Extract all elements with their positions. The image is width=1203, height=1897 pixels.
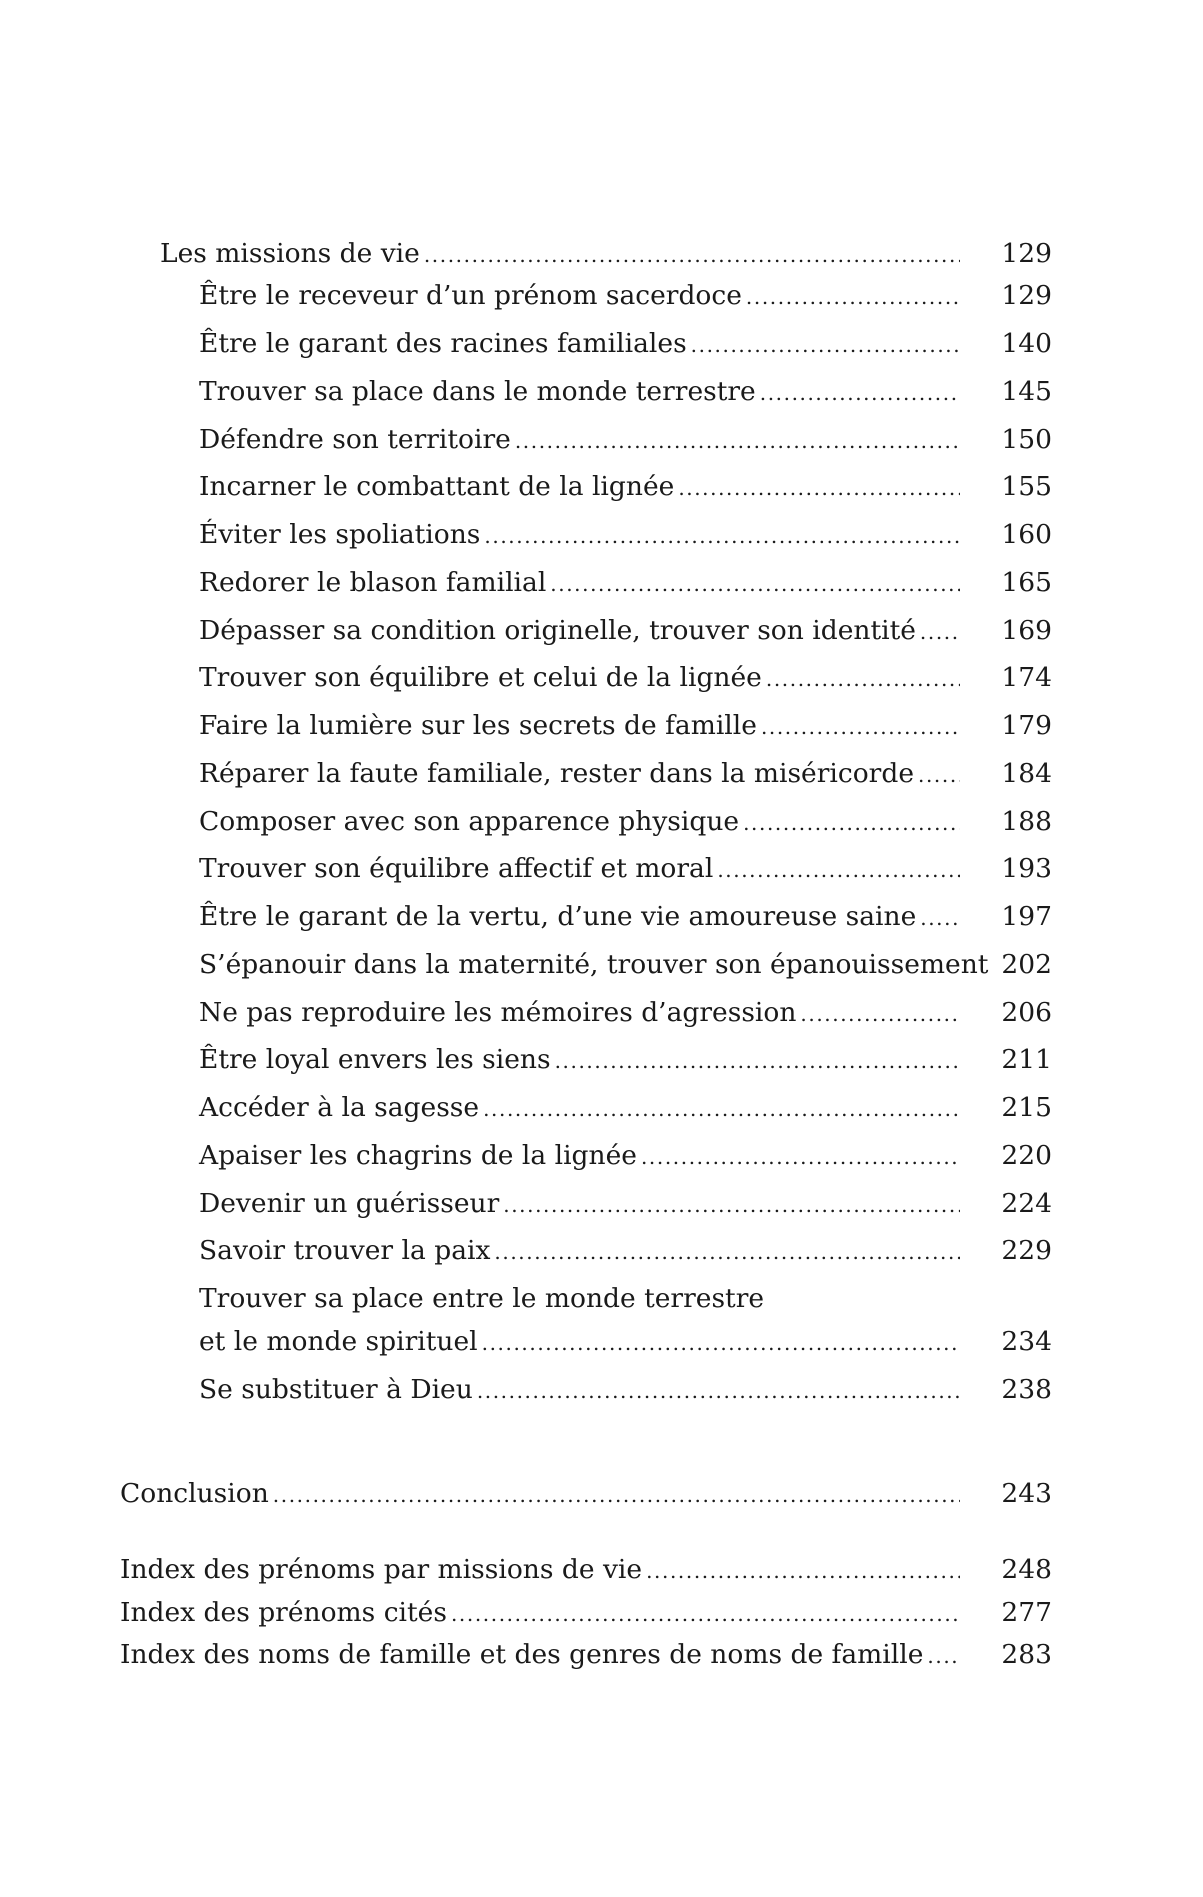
dot-leader	[555, 1044, 960, 1078]
dot-leader	[918, 758, 960, 792]
toc-entry[interactable]	[199, 1091, 1052, 1126]
toc-entry-label: Redorer le blason familial	[199, 567, 547, 598]
dot-leader	[641, 1140, 960, 1174]
toc-entry-label: Être le garant de la vertu, d’une vie amoureuse saine	[199, 901, 917, 932]
toc-entry-page: 197	[1001, 901, 1052, 932]
dot-leader	[550, 567, 960, 601]
toc-entry-label: Dépasser sa condition originelle, trouver son identité	[199, 615, 916, 646]
toc-entry[interactable]	[199, 1139, 1052, 1174]
toc-entry[interactable]	[199, 470, 1052, 505]
toc-entry[interactable]	[199, 805, 1052, 840]
toc-entry-page: 160	[1001, 519, 1052, 550]
toc-entry-label: Éviter les spoliations	[199, 519, 481, 550]
toc-entry-label: Apaiser les chagrins de la lignée	[199, 1140, 637, 1171]
toc-entry-page: 140	[1001, 328, 1052, 359]
toc-entry[interactable]	[199, 948, 1052, 983]
toc-entry-page: 165	[1001, 567, 1052, 598]
toc-entry-label: Savoir trouver la paix	[199, 1235, 491, 1266]
toc-entry-label: Incarner le combattant de la lignée	[199, 471, 675, 502]
toc-entry-label: Réparer la faute familiale, rester dans la miséricorde	[199, 758, 914, 789]
toc-entry[interactable]	[199, 423, 1052, 458]
toc-entry-page: 129	[1001, 238, 1052, 269]
dot-leader	[760, 376, 960, 410]
dot-leader	[477, 1374, 960, 1408]
toc-entry-label: Index des noms de famille et des genres de noms de famille	[120, 1639, 924, 1670]
dot-leader	[766, 662, 960, 696]
dot-leader	[920, 901, 960, 935]
dot-leader	[482, 1326, 960, 1360]
toc-entry-page: 220	[1001, 1140, 1052, 1171]
toc-entry[interactable]	[199, 709, 1052, 744]
toc-entry-page: 169	[1001, 615, 1052, 646]
toc-entry-index[interactable]	[120, 1596, 1052, 1631]
dot-leader	[646, 1554, 960, 1588]
toc-entry[interactable]	[199, 375, 1052, 410]
toc-entry[interactable]	[199, 661, 1052, 696]
toc-entry-label: Conclusion	[120, 1478, 269, 1509]
toc-entry-page: 238	[1001, 1374, 1052, 1405]
dot-leader	[503, 1188, 960, 1222]
toc-entry-page: 248	[1001, 1554, 1052, 1585]
toc-entry-label: Trouver son équilibre et celui de la lignée	[199, 662, 762, 693]
toc-entry-page: 277	[1001, 1597, 1052, 1628]
dot-leader	[800, 997, 960, 1031]
toc-entry[interactable]	[199, 1187, 1052, 1222]
toc-entry-multiline-first[interactable]	[199, 1282, 960, 1316]
toc-entry-page: 206	[1001, 997, 1052, 1028]
toc-entry-page: 234	[1001, 1326, 1052, 1357]
toc-entry[interactable]	[199, 900, 1052, 935]
toc-entry-label: Composer avec son apparence physique	[199, 806, 740, 837]
toc-entry[interactable]	[199, 996, 1052, 1031]
dot-leader	[273, 1478, 960, 1512]
toc-entry-label: Être le garant des racines familiales	[199, 328, 687, 359]
toc-entry-page: 155	[1001, 471, 1052, 502]
toc-entry-page: 145	[1001, 376, 1052, 407]
dot-leader	[483, 1092, 960, 1126]
toc-entry-page: 224	[1001, 1188, 1052, 1219]
toc-entry-label: Index des prénoms par missions de vie	[120, 1554, 643, 1585]
toc-entry-label: Devenir un guérisseur	[199, 1188, 500, 1219]
dot-leader	[927, 1639, 960, 1673]
toc-entry-label-line2: et le monde spirituel	[199, 1326, 478, 1357]
toc-entry-page: 211	[1001, 1044, 1052, 1075]
toc-entry-label: Ne pas reproduire les mémoires d’agression	[199, 997, 797, 1028]
dot-leader	[451, 1597, 960, 1631]
dot-leader	[746, 280, 960, 314]
dot-leader	[424, 238, 960, 272]
toc-entry-page: 184	[1001, 758, 1052, 789]
toc-entry[interactable]	[199, 614, 1052, 649]
toc-entry-label: Être loyal envers les siens	[199, 1044, 551, 1075]
toc-entry-page: 243	[1001, 1478, 1052, 1509]
toc-entry-label: Être le receveur d’un prénom sacerdoce	[199, 280, 742, 311]
toc-entry-multiline-second[interactable]	[199, 1325, 1052, 1360]
toc-entry-label: Se substituer à Dieu	[199, 1374, 473, 1405]
toc-entry-conclusion[interactable]	[120, 1477, 1052, 1512]
dot-leader	[743, 806, 960, 840]
toc-entry-section[interactable]	[160, 237, 1052, 272]
toc-entry-label: Défendre son territoire	[199, 424, 511, 455]
toc-entry-label-line1: Trouver sa place entre le monde terrestre	[199, 1283, 765, 1314]
toc-entry[interactable]	[199, 279, 1052, 314]
toc-entry[interactable]	[199, 327, 1052, 362]
toc-entry-label: S’épanouir dans la maternité, trouver son épanouissement	[199, 949, 989, 980]
toc-entry-page: 202	[1001, 949, 1052, 980]
dot-leader	[717, 853, 960, 887]
toc-entry[interactable]	[199, 852, 1052, 887]
toc-entry-page: 283	[1001, 1639, 1052, 1670]
toc-entry-label: Faire la lumière sur les secrets de famille	[199, 710, 757, 741]
toc-entry-label: Index des prénoms cités	[120, 1597, 447, 1628]
dot-leader	[678, 471, 960, 505]
toc-entry[interactable]	[199, 1234, 1052, 1269]
toc-entry-page: 129	[1001, 280, 1052, 311]
toc-entry[interactable]	[199, 1043, 1052, 1078]
dot-leader	[494, 1235, 960, 1269]
dot-leader	[920, 615, 960, 649]
toc-entry-page: 174	[1001, 662, 1052, 693]
toc-entry-label: Accéder à la sagesse	[199, 1092, 480, 1123]
toc-entry-page: 179	[1001, 710, 1052, 741]
toc-entry-page: 215	[1001, 1092, 1052, 1123]
toc-entry-label: Les missions de vie	[160, 238, 420, 269]
dot-leader	[515, 424, 960, 458]
dot-leader	[484, 519, 960, 553]
toc-entry[interactable]	[199, 1373, 1052, 1408]
toc-entry-index[interactable]	[120, 1553, 1052, 1588]
dot-leader	[691, 328, 960, 362]
dot-leader	[761, 710, 960, 744]
toc-entry[interactable]	[199, 757, 1052, 792]
toc-entry-page: 229	[1001, 1235, 1052, 1266]
toc-entry-label: Trouver sa place dans le monde terrestre	[199, 376, 756, 407]
toc-entry-page: 188	[1001, 806, 1052, 837]
toc-entry-label: Trouver son équilibre affectif et moral	[199, 853, 714, 884]
toc-entry[interactable]	[199, 518, 1052, 553]
toc-entry-page: 193	[1001, 853, 1052, 884]
toc-entry[interactable]	[199, 566, 1052, 601]
toc-entry-index[interactable]	[120, 1638, 1052, 1673]
toc-entry-page: 150	[1001, 424, 1052, 455]
